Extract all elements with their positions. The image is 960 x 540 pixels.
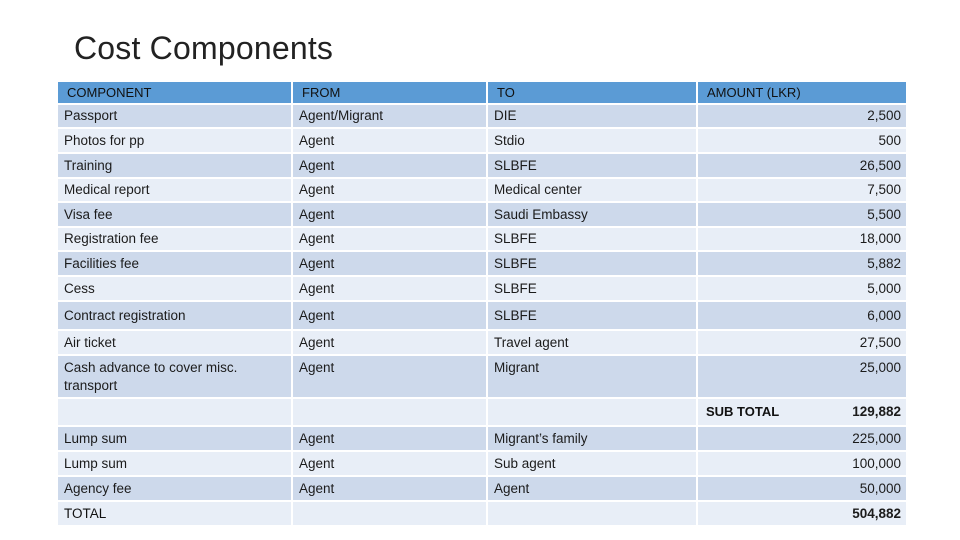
to-cell: SLBFE (486, 228, 696, 250)
amount-cell: 50,000 (696, 477, 906, 500)
from-cell: Agent (291, 154, 486, 177)
component-cell: Photos for pp (58, 129, 291, 152)
from-cell: Agent (291, 477, 486, 500)
amount-cell: 500 (696, 129, 906, 152)
amount-cell: 5,500 (696, 203, 906, 226)
total-row (58, 502, 906, 525)
to-cell: Saudi Embassy (486, 203, 696, 226)
amount-cell: 225,000 (696, 427, 906, 450)
table-row (58, 477, 906, 500)
table-row (58, 277, 906, 300)
from-cell: Agent (291, 228, 486, 250)
from-cell: Agent/Migrant (291, 105, 486, 127)
table-row (58, 129, 906, 152)
table-row (58, 105, 906, 127)
slide-title: Cost Components (74, 30, 334, 66)
subtotal-row (58, 399, 906, 425)
table-row (58, 452, 906, 475)
amount-cell: 5,882 (696, 252, 906, 275)
table-row (58, 302, 906, 329)
component-cell: Cash advance to cover misc. transport (58, 356, 291, 397)
from-cell: Agent (291, 302, 486, 329)
to-cell: SLBFE (486, 252, 696, 275)
component-cell: Lump sum (58, 452, 291, 475)
from-cell: Agent (291, 427, 486, 450)
table-header-row (58, 82, 906, 103)
total-amount: 504,882 (696, 502, 906, 525)
from-cell: Agent (291, 356, 486, 397)
total-empty-cell (291, 502, 486, 525)
from-cell: Agent (291, 331, 486, 354)
component-cell: Visa fee (58, 203, 291, 226)
amount-cell: 5,000 (696, 277, 906, 300)
subtotal-amount: 129,882 (852, 404, 901, 419)
table-row (58, 154, 906, 177)
component-cell: Cess (58, 277, 291, 300)
subtotal-empty-cell (291, 399, 486, 425)
subtotal-empty-cell (58, 399, 291, 425)
table-row (58, 252, 906, 275)
component-cell: Agency fee (58, 477, 291, 500)
from-cell: Agent (291, 129, 486, 152)
component-cell: Contract registration (58, 302, 291, 329)
to-cell: Agent (486, 477, 696, 500)
amount-cell: 6,000 (696, 302, 906, 329)
component-cell: Passport (58, 105, 291, 127)
amount-cell: 18,000 (696, 228, 906, 250)
table-row (58, 331, 906, 354)
to-cell: Medical center (486, 179, 696, 201)
subtotal-cell (696, 399, 906, 425)
to-cell: Migrant (486, 356, 696, 397)
subtotal-empty-cell (486, 399, 696, 425)
total-label: TOTAL (58, 502, 291, 525)
amount-cell: 100,000 (696, 452, 906, 475)
header-to: TO (486, 82, 696, 103)
component-cell: Medical report (58, 179, 291, 201)
to-cell: Stdio (486, 129, 696, 152)
to-cell: SLBFE (486, 154, 696, 177)
table-row (58, 179, 906, 201)
component-cell: Registration fee (58, 228, 291, 250)
amount-cell: 2,500 (696, 105, 906, 127)
amount-cell: 26,500 (696, 154, 906, 177)
table-row (58, 356, 906, 397)
header-component: COMPONENT (58, 82, 291, 103)
component-cell: Air ticket (58, 331, 291, 354)
table-row (58, 228, 906, 250)
from-cell: Agent (291, 203, 486, 226)
from-cell: Agent (291, 179, 486, 201)
to-cell: Travel agent (486, 331, 696, 354)
component-cell: Lump sum (58, 427, 291, 450)
to-cell: Sub agent (486, 452, 696, 475)
from-cell: Agent (291, 277, 486, 300)
to-cell: Migrant’s family (486, 427, 696, 450)
to-cell: DIE (486, 105, 696, 127)
header-amount: AMOUNT (LKR) (696, 82, 906, 103)
component-cell: Training (58, 154, 291, 177)
amount-cell: 7,500 (696, 179, 906, 201)
cost-table (58, 82, 906, 527)
from-cell: Agent (291, 252, 486, 275)
component-cell: Facilities fee (58, 252, 291, 275)
to-cell: SLBFE (486, 302, 696, 329)
total-empty-cell (486, 502, 696, 525)
table-row (58, 427, 906, 450)
table-row (58, 203, 906, 226)
to-cell: SLBFE (486, 277, 696, 300)
from-cell: Agent (291, 452, 486, 475)
header-from: FROM (291, 82, 486, 103)
amount-cell: 25,000 (696, 356, 906, 397)
amount-cell: 27,500 (696, 331, 906, 354)
subtotal-label: SUB TOTAL (706, 404, 780, 419)
